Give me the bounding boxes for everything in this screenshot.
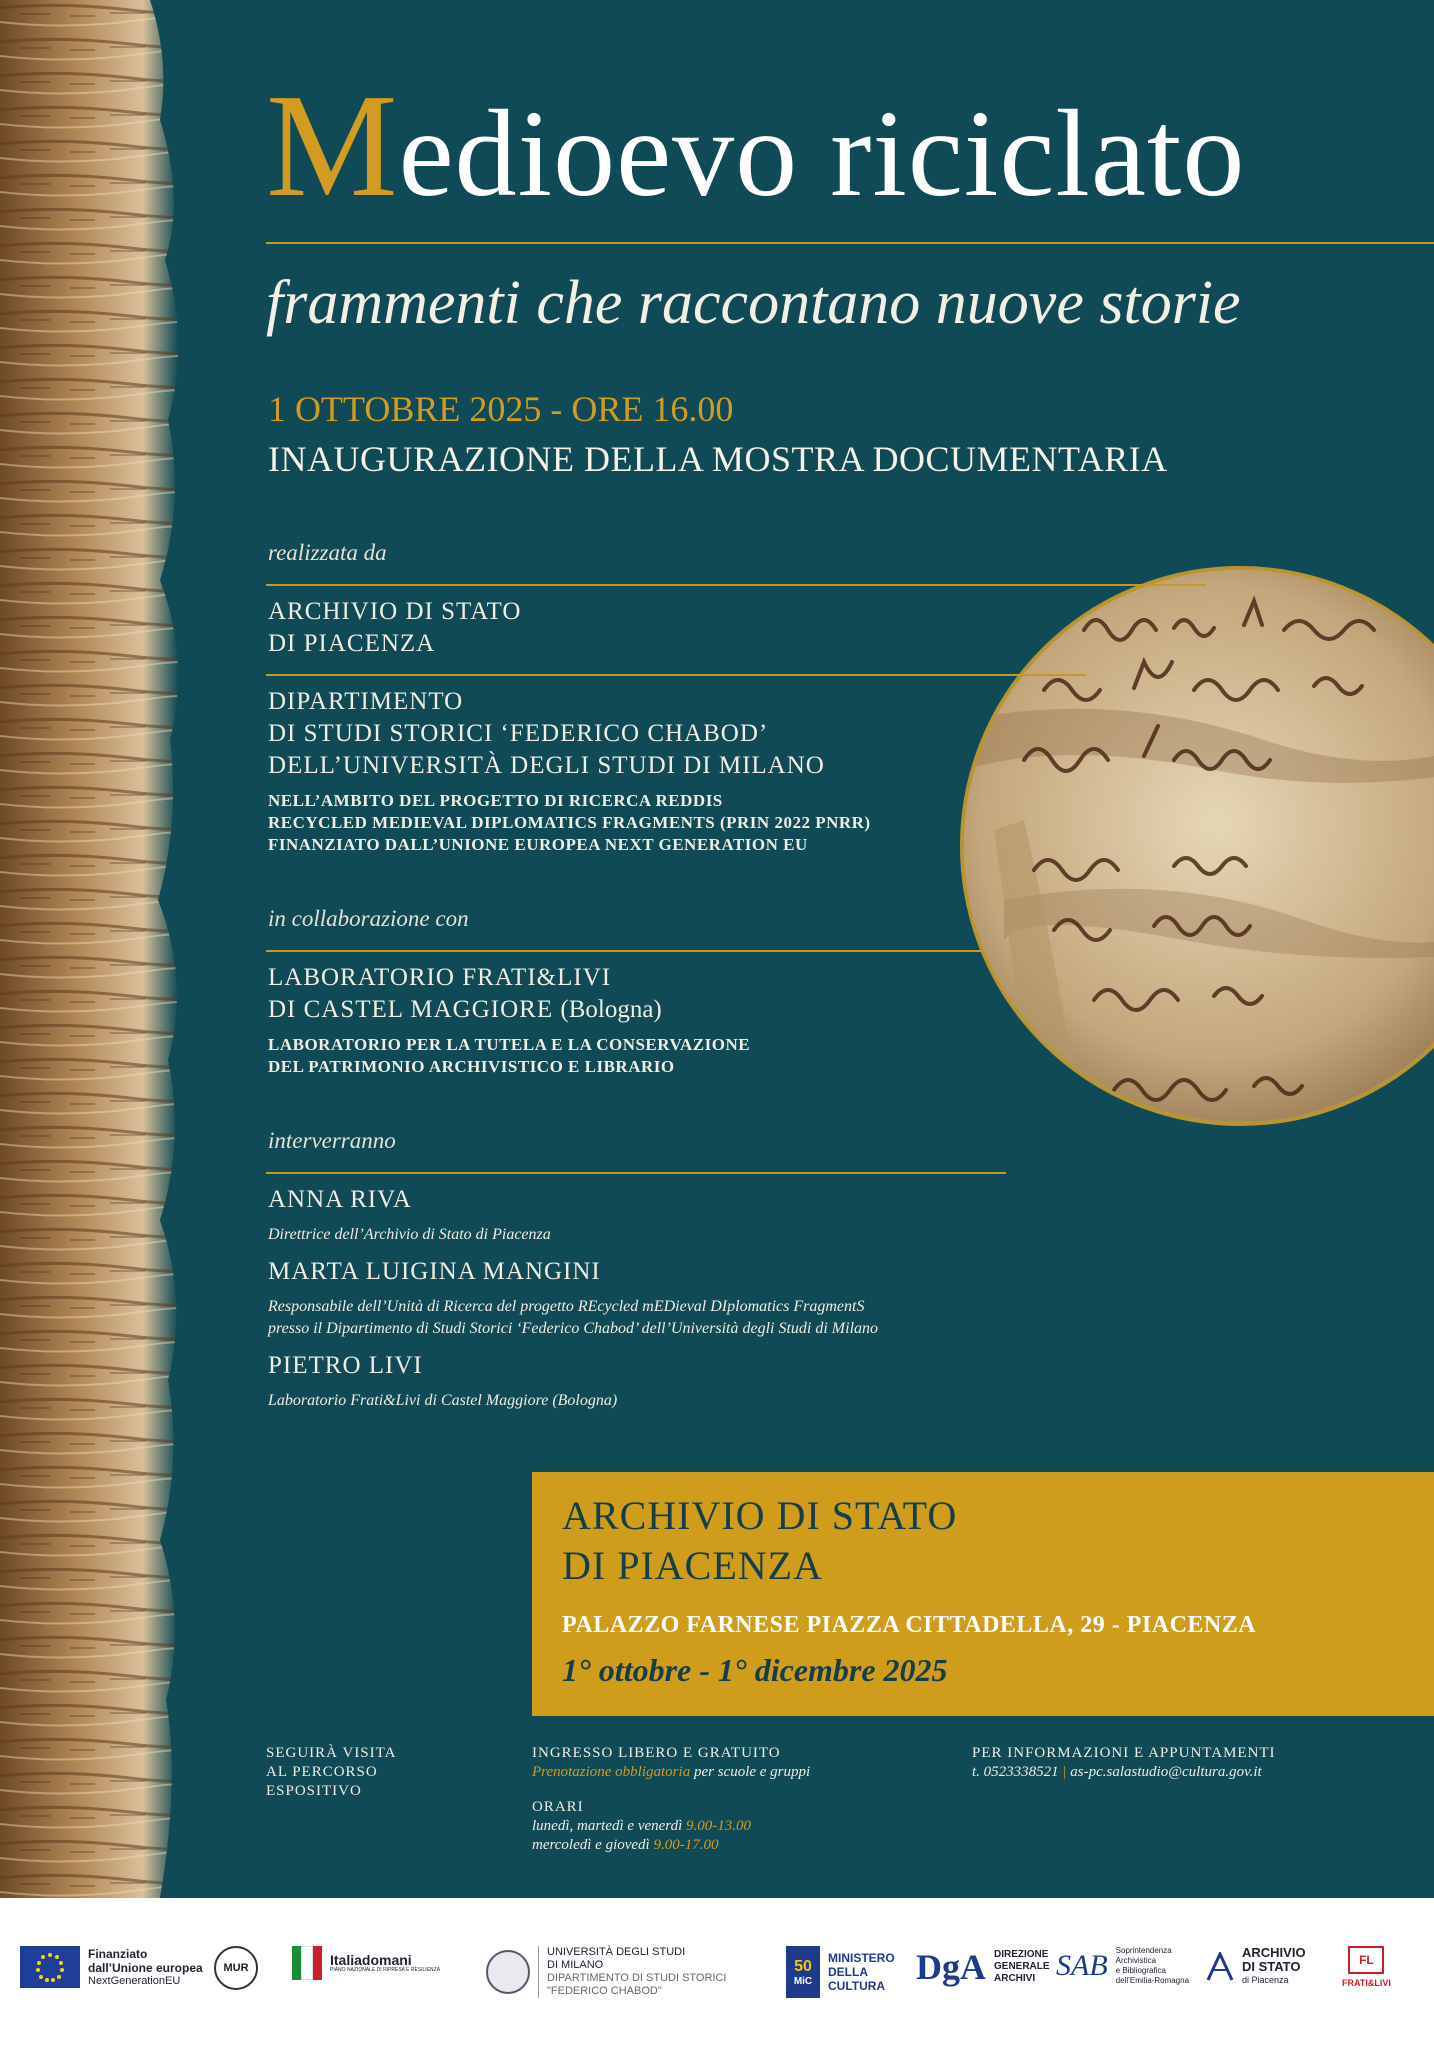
poster-subtitle: frammenti che raccontano nuove storie — [266, 269, 1241, 337]
collaboration-desc2: DEL PATRIMONIO ARCHIVISTICO E LIBRARIO — [268, 1057, 675, 1076]
contact-info — [972, 1744, 1276, 1782]
fratilivi-book-icon — [1348, 1946, 1384, 1974]
hours-title: ORARI — [532, 1799, 584, 1815]
visit-line3: ESPOSITIVO — [266, 1783, 362, 1799]
dga-line1: DIREZIONE — [994, 1949, 1049, 1960]
eu-line1: Finanziato — [88, 1946, 148, 1961]
as-line3: di Piacenza — [1242, 1975, 1289, 1985]
hours2-time: 9.00-17.00 — [653, 1837, 719, 1853]
speaker1-role: Direttrice dell’Archivio di Stato di Piacenza — [268, 1226, 551, 1243]
mic-line2: DELLA — [828, 1965, 868, 1979]
eu-logo — [20, 1946, 203, 1988]
collaboration-line2-suffix: (Bologna) — [560, 996, 662, 1023]
italiadomani-name: Italiadomani — [330, 1951, 412, 1968]
as-line2: DI STATO — [1242, 1959, 1301, 1974]
mic-badge-icon — [786, 1946, 820, 1998]
unimi-line1: UNIVERSITÀ DEGLI STUDI — [547, 1946, 686, 1958]
fratilivi-name: FRATI&LIVI — [1342, 1978, 1391, 1988]
sab-line3: e Bibliografica — [1115, 1966, 1166, 1975]
booking-rest: per scuole e gruppi — [690, 1764, 811, 1780]
mic-abbr: MiC — [793, 1975, 813, 1987]
visit-line2: AL PERCORSO — [266, 1764, 378, 1780]
venue-address: PALAZZO FARNESE PIAZZA CITTADELLA, 29 - PIACENZA — [562, 1612, 1257, 1638]
visit-note — [266, 1744, 396, 1801]
booking-required: Prenotazione obbligatoria — [532, 1764, 691, 1780]
dga-mark: DgA — [916, 1947, 986, 1987]
unimi-line2: DI MILANO — [547, 1959, 604, 1971]
realized-by-label: realizzata da — [268, 540, 387, 565]
realized-org1-line2: DI PIACENZA — [268, 630, 436, 657]
archivio-stato-logo — [1206, 1946, 1306, 1987]
collaboration-desc1: LABORATORIO PER LA TUTELA E LA CONSERVAZIONE — [268, 1035, 751, 1054]
venue-name-line1: ARCHIVIO DI STATO — [562, 1493, 958, 1538]
realized-by-rule — [266, 584, 1206, 586]
title-rest: edioevo riciclato — [398, 85, 1246, 222]
dga-line3: ARCHIVI — [994, 1973, 1036, 1984]
sab-mark: SAB — [1056, 1949, 1108, 1982]
hours1-time: 9.00-13.00 — [685, 1818, 751, 1834]
dga-line2: GENERALE — [994, 1961, 1050, 1972]
title-initial: M — [266, 64, 399, 228]
event-date-time: 1 OTTOBRE 2025 - ORE 16.00 — [268, 389, 734, 429]
unimi-line4: "FEDERICO CHABOD" — [547, 1985, 662, 1997]
speakers-rule — [266, 1172, 1006, 1174]
contact-separator: | — [1058, 1764, 1071, 1780]
italiadomani-sub: PIANO NAZIONALE DI RIPRESA E RESILIENZA — [330, 1966, 441, 1973]
italia-flag-icon — [292, 1946, 322, 1980]
hours-line2 — [532, 1836, 810, 1855]
unimi-line3: DIPARTIMENTO DI STUDI STORICI — [547, 1972, 727, 1984]
archive-a-icon — [1206, 1952, 1234, 1982]
mic-line3: CULTURA — [828, 1979, 886, 1993]
mur-seal-icon — [214, 1946, 258, 1990]
project-line3: FINANZIATO DALL’UNIONE EUROPEA NEXT GENERATION EU — [268, 835, 808, 854]
sab-logo — [1056, 1946, 1189, 1986]
mur-text: MUR — [223, 1962, 249, 1974]
visit-line1: SEGUIRÀ VISITA — [266, 1745, 397, 1761]
manuscript-fragment-image — [960, 566, 1434, 1126]
eu-flag-icon — [20, 1946, 80, 1988]
eu-line2: dall’Unione europea — [88, 1960, 203, 1975]
entry-info — [532, 1744, 810, 1855]
event-inauguration: INAUGURAZIONE DELLA MOSTRA DOCUMENTARIA — [268, 439, 1168, 479]
realized-org2-line2: DI STUDI STORICI ‘FEDERICO CHABOD’ — [268, 720, 769, 747]
eu-line3: NextGenerationEU — [88, 1974, 181, 1987]
speakers-label: interverranno — [268, 1128, 396, 1153]
venue-name-line2: DI PIACENZA — [562, 1543, 823, 1588]
fratilivi-logo — [1342, 1946, 1391, 1990]
italiadomani-logo — [292, 1946, 440, 1980]
unimi-seal-icon — [486, 1950, 530, 1994]
venue-box — [532, 1472, 1434, 1716]
speaker2-role2: presso il Dipartimento di Studi Storici ‘Federico Chabod’ dell’Università degli Studi di Milano — [268, 1320, 879, 1337]
poster-title — [266, 64, 1246, 228]
speaker2-name: MARTA LUIGINA MANGINI — [268, 1258, 601, 1285]
contact-title: PER INFORMAZIONI E APPUNTAMENTI — [972, 1745, 1276, 1761]
realized-org2-line3: DELL’UNIVERSITÀ DEGLI STUDI DI MILANO — [268, 752, 825, 779]
collaboration-line2 — [268, 994, 662, 1026]
hours-line1 — [532, 1817, 810, 1836]
mic-logo — [786, 1946, 895, 1998]
entry-title: INGRESSO LIBERO E GRATUITO — [532, 1745, 781, 1761]
sab-line4: dell’Emilia-Romagna — [1115, 1976, 1190, 1985]
realized-org2-line1: DIPARTIMENTO — [268, 688, 464, 715]
project-line2: RECYCLED MEDIEVAL DIPLOMATICS FRAGMENTS (PRIN 2022 PNRR) — [268, 813, 871, 832]
contact-email: as-pc.salastudio@cultura.gov.it — [1070, 1764, 1262, 1780]
venue-dates: 1° ottobre - 1° dicembre 2025 — [562, 1652, 948, 1688]
booking-note — [532, 1763, 810, 1782]
collaboration-rule — [266, 950, 986, 952]
speaker3-role: Laboratorio Frati&Livi di Castel Maggiore (Bologna) — [268, 1392, 618, 1409]
collaboration-line2-main: DI CASTEL MAGGIORE — [268, 996, 554, 1023]
unimi-logo — [486, 1946, 726, 1998]
collaboration-label: in collaborazione con — [268, 906, 469, 931]
speaker2-role1: Responsabile dell’Unità di Ricerca del progetto REcycled mEDieval DIplomatics FragmentS — [268, 1298, 865, 1315]
realized-org1-rule — [266, 674, 1086, 676]
realized-org1-line1: ARCHIVIO DI STATO — [268, 598, 522, 625]
sab-line1: Soprintendenza — [1115, 1946, 1172, 1955]
parchment-strip-image — [0, 0, 195, 1898]
hours1-days: lunedì, martedì e venerdì — [532, 1818, 686, 1834]
dga-logo — [916, 1946, 1050, 1988]
mur-logo — [214, 1946, 258, 1990]
as-line1: ARCHIVIO — [1242, 1945, 1306, 1960]
fratilivi-mark: FL — [1359, 1953, 1374, 1967]
mic-number: 50 — [794, 1957, 812, 1975]
speaker3-name: PIETRO LIVI — [268, 1352, 423, 1379]
sponsor-logo-bar — [0, 1898, 1434, 2048]
contact-line — [972, 1763, 1276, 1782]
sab-line2: Archivistica — [1115, 1956, 1157, 1965]
mic-line1: MINISTERO — [828, 1951, 895, 1965]
collaboration-line1: LABORATORIO FRATI&LIVI — [268, 964, 612, 991]
title-rule — [266, 242, 1434, 244]
project-line1: NELL’AMBITO DEL PROGETTO DI RICERCA REDDIS — [268, 791, 723, 810]
speaker1-name: ANNA RIVA — [268, 1186, 412, 1213]
hours2-days: mercoledì e giovedì — [532, 1837, 654, 1853]
contact-phone: t. 0523338521 — [972, 1764, 1059, 1780]
